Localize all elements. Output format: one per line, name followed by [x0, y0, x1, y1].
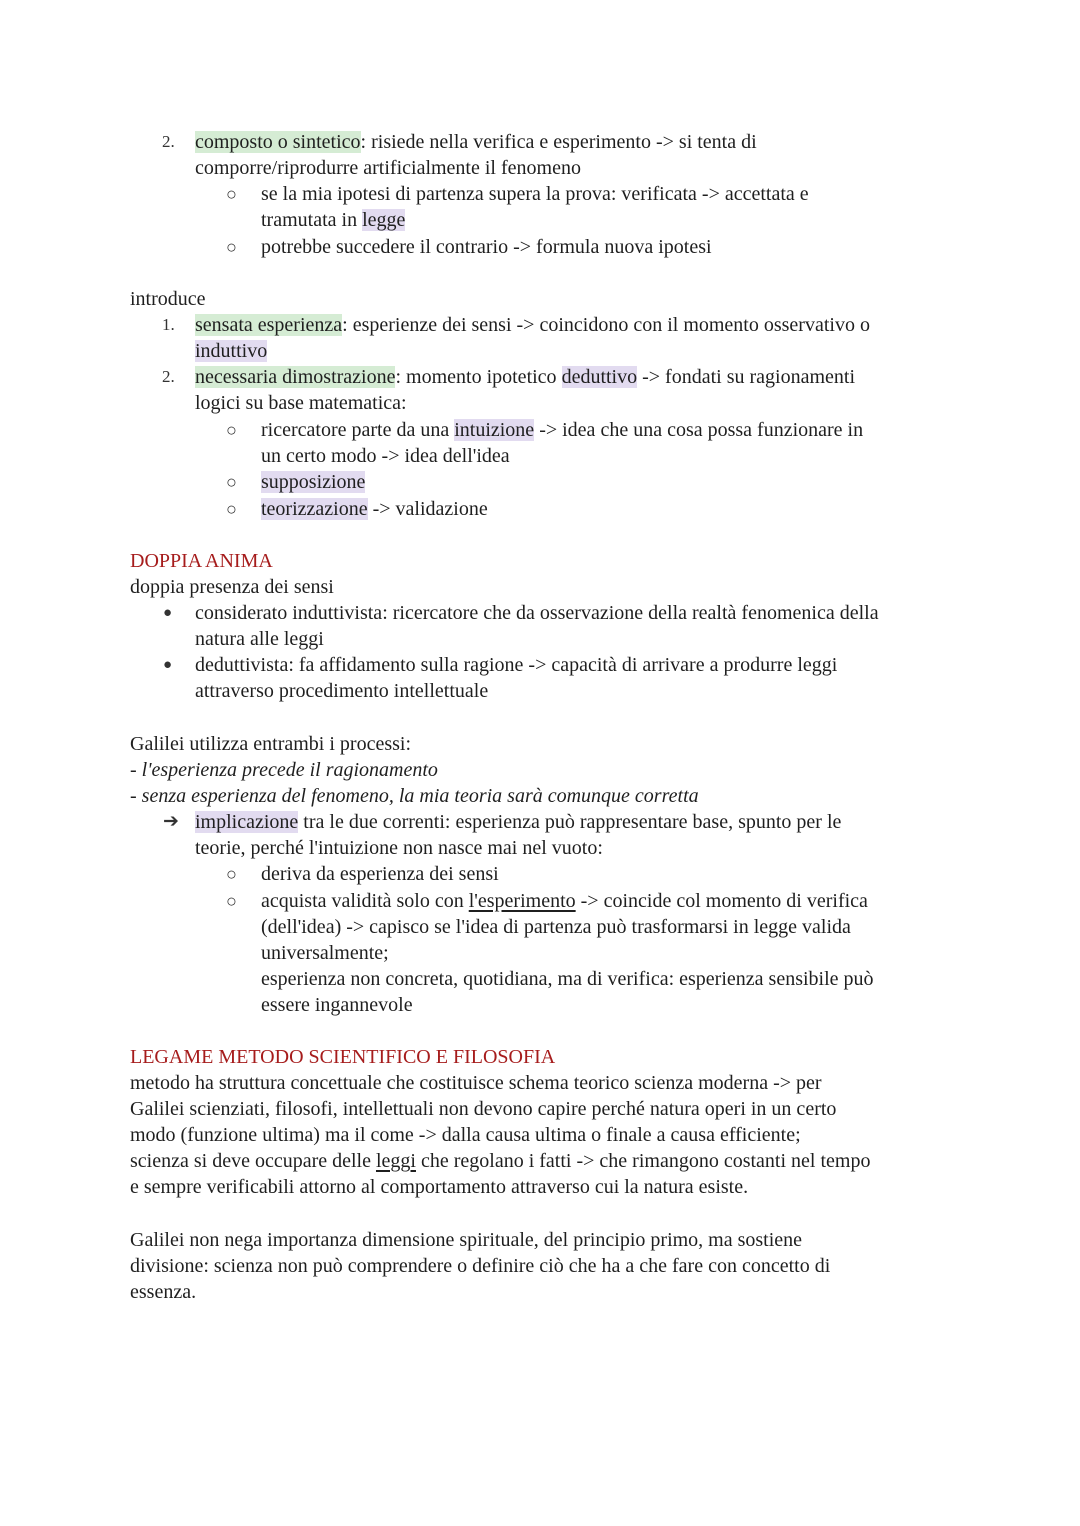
arrow-bullet-icon: ➔ [163, 811, 179, 832]
text-line: logici su base matematica: [195, 392, 407, 414]
text-line [261, 417, 863, 443]
paragraph-intro: doppia presenza dei sensi [130, 576, 334, 598]
term-highlight: supposizione [261, 471, 366, 493]
text-line: considerato induttivista: ricercatore che da osservazione della realtà fenomenica della [195, 602, 879, 624]
term-highlight: implicazione [195, 811, 299, 833]
text-span: tramutata in [261, 209, 363, 231]
text-line [130, 1148, 870, 1174]
text-span: -> fondati su ragionamenti [637, 366, 855, 388]
text-span: tra le due correnti: esperienza può rappresentare base, spunto per le [298, 811, 842, 833]
text-line: Galilei scienziati, filosofi, intellettuali non devono capire perché natura operi in un certo [130, 1098, 837, 1120]
term-highlight: necessaria dimostrazione [195, 366, 396, 388]
text-line: divisione: scienza non può comprendere o definire ciò che ha a che fare con concetto di [130, 1255, 831, 1277]
text-span: scienza si deve occupare delle [130, 1150, 376, 1172]
text-span: ricercatore parte da una [261, 419, 455, 441]
text-line: modo (funzione ultima) ma il come -> dalla causa ultima o finale a causa efficiente; [130, 1124, 801, 1146]
text-span: -> coincide col momento di verifica [575, 890, 868, 912]
text-span: : risiede nella verifica e esperimento -> si tenta di [360, 131, 757, 153]
dash-item [130, 757, 438, 783]
text-line: comporre/riprodurre artificialmente il fenomeno [195, 157, 581, 179]
text-span: che regolano i fatti -> che rimangono costanti nel tempo [415, 1150, 871, 1172]
text-line: un certo modo -> idea dell'idea [261, 445, 510, 467]
text-line: attraverso procedimento intellettuale [195, 680, 489, 702]
underlined-term: l'esperimento [468, 890, 576, 912]
text-line: (dell'idea) -> capisco se l'idea di partenza può trasformarsi in legge valida [261, 916, 851, 938]
text-line [261, 496, 488, 522]
list-number: 1. [162, 315, 175, 334]
underlined-term: leggi [375, 1150, 416, 1172]
section-heading-doppia-anima: DOPPIA ANIMA [130, 550, 273, 572]
text-line: essere ingannevole [261, 994, 413, 1016]
text-span: -> validazione [367, 498, 488, 520]
text-line [261, 888, 868, 914]
text-line [195, 338, 267, 364]
hollow-bullet-icon: ○ [226, 237, 237, 257]
hollow-bullet-icon: ○ [226, 891, 237, 911]
paragraph-intro: introduce [130, 288, 206, 310]
text-line: deduttivista: fa affidamento sulla ragione -> capacità di arrivare a produrre leggi [195, 654, 838, 676]
hollow-bullet-icon: ○ [226, 864, 237, 884]
text-line: teorie, perché l'intuizione non nasce mai nel vuoto: [195, 837, 603, 859]
filled-bullet-icon: ● [163, 605, 173, 621]
term-highlight: legge [362, 209, 406, 231]
text-line [261, 207, 405, 233]
filled-bullet-icon: ● [163, 657, 173, 673]
list-number: 2. [162, 367, 175, 386]
text-line: natura alle leggi [195, 628, 324, 650]
text-line [195, 809, 841, 835]
term-highlight: intuizione [454, 419, 535, 441]
italic-text: l'esperienza precede il ragionamento [141, 759, 438, 781]
text-line: universalmente; [261, 942, 389, 964]
paragraph-intro: Galilei utilizza entrambi i processi: [130, 733, 412, 755]
dash-item [130, 783, 699, 809]
term-highlight: teorizzazione [261, 498, 368, 520]
text-line: deriva da esperienza dei sensi [261, 863, 499, 885]
hollow-bullet-icon: ○ [226, 420, 237, 440]
text-line: se la mia ipotesi di partenza supera la prova: verificata -> accettata e [261, 183, 809, 205]
section-heading-legame: LEGAME METODO SCIENTIFICO E FILOSOFIA [130, 1046, 556, 1068]
list-item-composto [195, 129, 757, 155]
italic-text: senza esperienza del fenomeno, la mia teoria sarà comunque corretta [141, 785, 699, 807]
dash-marker: - [130, 785, 142, 807]
text-span: acquista validità solo con [261, 890, 469, 912]
text-line: e sempre verificabili attorno al comportamento attraverso cui la natura esiste. [130, 1176, 749, 1198]
text-line: metodo ha struttura concettuale che costituisce schema teorico scienza moderna -> per [130, 1072, 822, 1094]
text-line: potrebbe succedere il contrario -> formula nuova ipotesi [261, 236, 712, 258]
hollow-bullet-icon: ○ [226, 184, 237, 204]
hollow-bullet-icon: ○ [226, 472, 237, 492]
term-highlight: composto o sintetico [195, 131, 361, 153]
text-span: : esperienze dei sensi -> coincidono con il momento osservativo o [342, 314, 870, 336]
list-item-sensata [195, 312, 870, 338]
text-line: Galilei non nega importanza dimensione spirituale, del principio primo, ma sostiene [130, 1229, 803, 1251]
text-span: : momento ipotetico [395, 366, 562, 388]
list-item-necessaria [195, 364, 855, 390]
text-line [261, 469, 365, 495]
term-highlight: sensata esperienza [195, 314, 343, 336]
hollow-bullet-icon: ○ [226, 499, 237, 519]
term-highlight: induttivo [195, 340, 268, 362]
term-highlight: deduttivo [561, 366, 638, 388]
list-number: 2. [162, 132, 175, 151]
text-line: esperienza non concreta, quotidiana, ma di verifica: esperienza sensibile può [261, 968, 874, 990]
text-span: -> idea che una cosa possa funzionare in [534, 419, 864, 441]
dash-marker: - [130, 759, 142, 781]
text-line: essenza. [130, 1281, 197, 1303]
